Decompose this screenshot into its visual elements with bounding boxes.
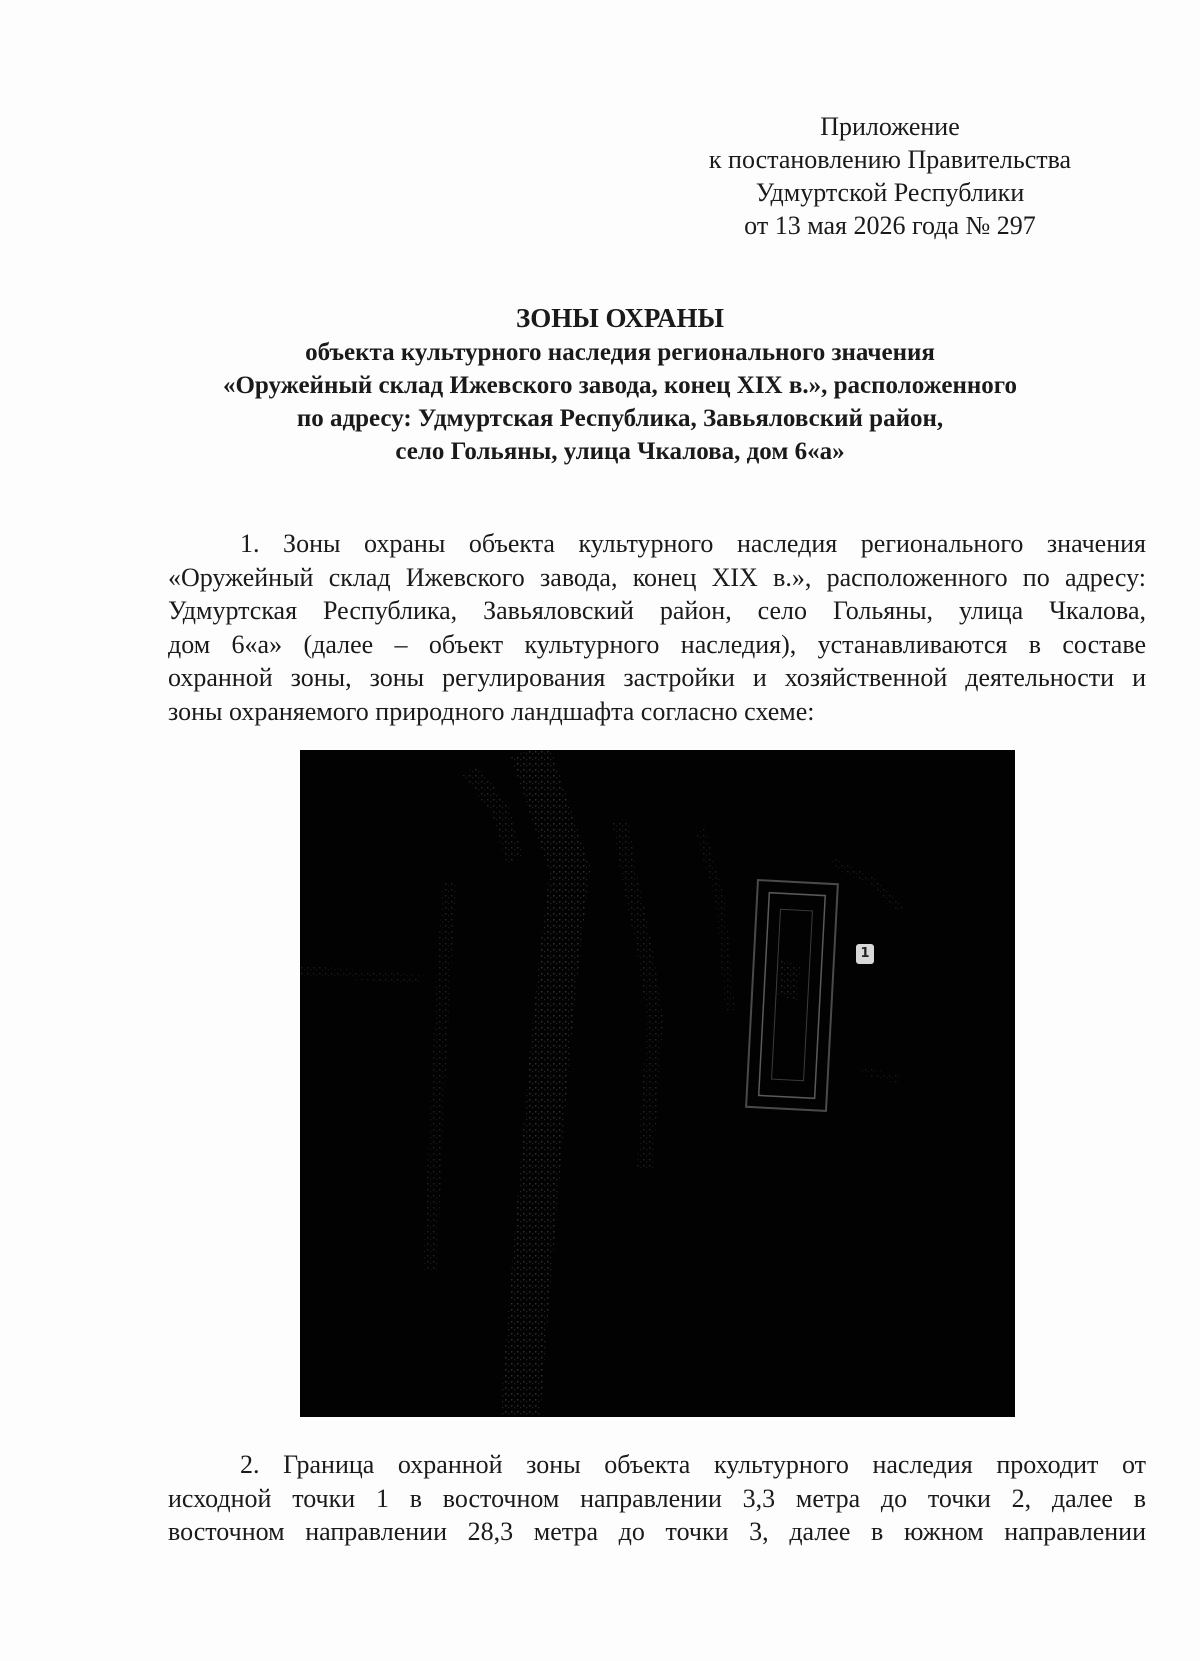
map-graphic [300,750,1015,1417]
paragraph-2 [168,1448,1146,1549]
paragraph-line: охранной зоны, зоны регулирования застройки и хозяйственной деятельности и [168,663,1146,692]
map-road-feature [430,880,450,1270]
map-point-marker: 1 [856,944,874,964]
title-line: по адресу: Удмуртская Республика, Завьяловский район, [296,405,944,432]
map-road-feature [520,750,570,1417]
appendix-header [700,110,1080,242]
paragraph-1 [168,527,1146,728]
map-building-feature [778,960,800,1000]
appendix-republic: Удмуртской Республики [755,178,1025,207]
title-line: объекта культурного наследия регионального значения [305,339,935,366]
map-road-feature [470,770,515,860]
paragraph-line: 1. Зоны охраны объекта культурного наследия регионального значения [240,529,1146,558]
map-road-feature [620,820,655,1170]
paragraph-line: исходной точки 1 в восточном направлении 3,3 метра до точки 2, далее в [168,1483,1146,1513]
title-line: «Оружейный склад Ижевского завода, конец XIX в.», расположенного [222,372,1018,399]
map-road-feature [700,830,730,1010]
appendix-resolution: к постановлению Правительства [708,145,1072,174]
map-road-feature [860,1070,900,1080]
map-road-feature [830,860,900,910]
map-road-feature [300,970,420,980]
title-main: ЗОНЫ ОХРАНЫ [516,303,724,333]
paragraph-line: 2. Граница охранной зоны объекта культурного наследия проходит от [240,1450,1146,1479]
appendix-date-number: от 13 мая 2026 года № 297 [744,211,1036,240]
paragraph-line: зоны охраняемого природного ландшафта согласно схеме: [168,696,815,726]
paragraph-line: восточном направлении 28,3 метра до точки 3, далее в южном направлении [168,1517,1146,1546]
paragraph-line: «Оружейный склад Ижевского завода, конец XIX в.», расположенного по адресу: [168,562,1146,592]
paragraph-line: Удмуртская Республика, Завьяловский район, село Гольяны, улица Чкалова, [168,596,1146,625]
paragraph-line: дом 6«а» (далее – объект культурного наследия), устанавливаются в составе [168,629,1146,659]
protection-zones-scheme-map [300,750,1015,1417]
document-title [150,302,1090,468]
title-line: село Гольяны, улица Чкалова, дом 6«а» [395,438,845,465]
appendix-title: Приложение [820,112,960,141]
